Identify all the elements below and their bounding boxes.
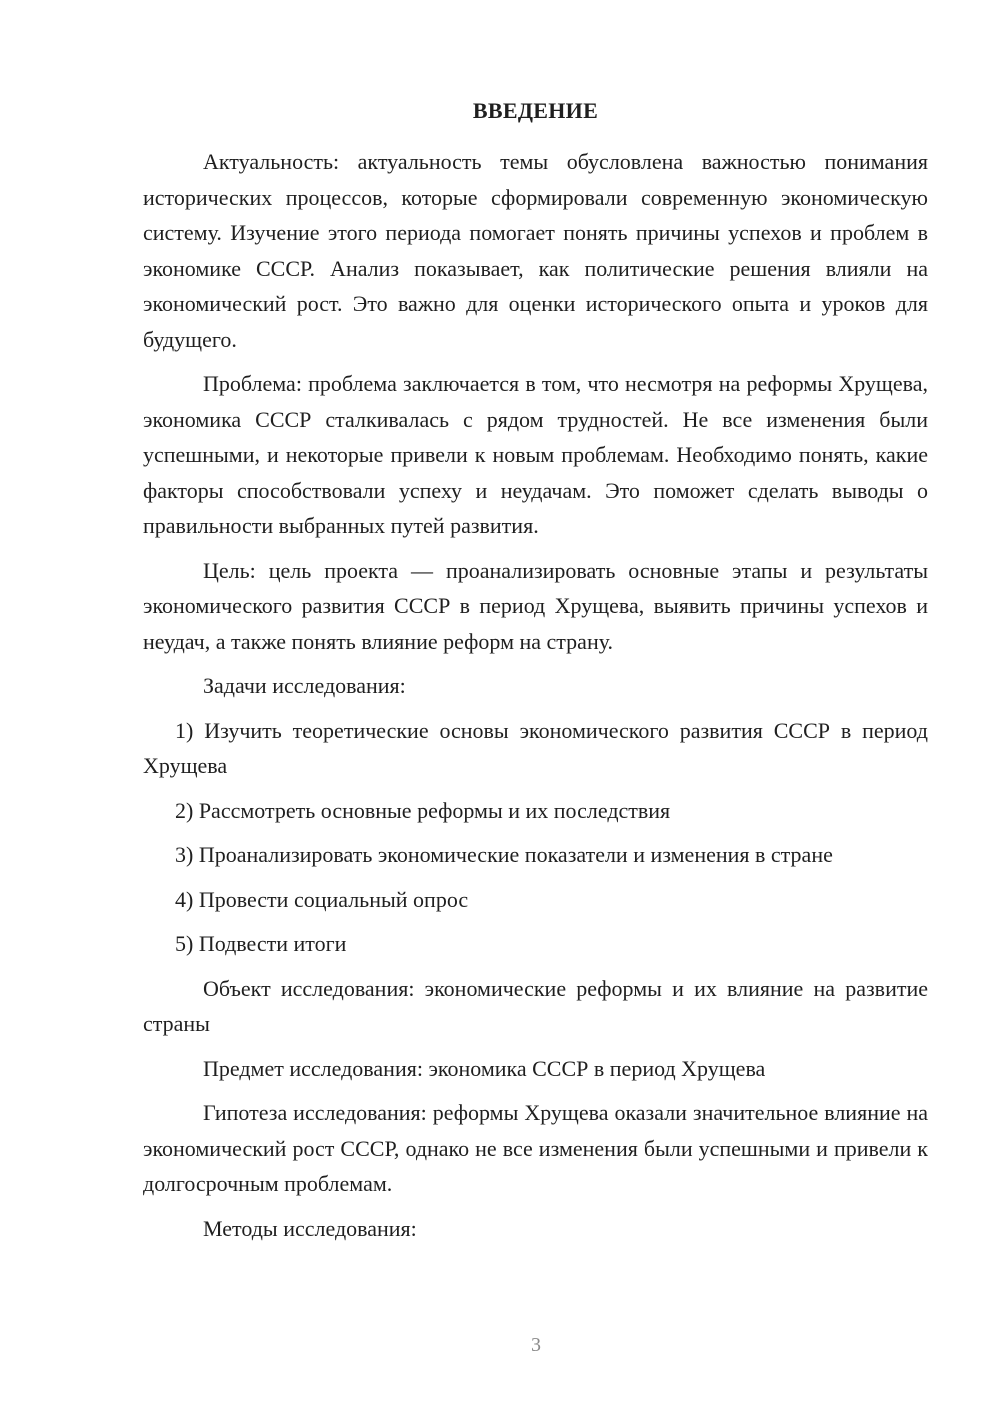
goal-paragraph: Цель: цель проекта — проанализировать основные этапы и результаты экономического развития СССР в период Хрущева, выявить причины успехов и неудач, а также понять влияние реформ на страну. [143,557,928,654]
task-item: 3) Проанализировать экономические показатели и изменения в стране [175,842,833,867]
task-item: 4) Провести социальный опрос [175,886,469,912]
page-number: 3 [531,1334,541,1356]
task-item: 5) Подвести итоги [175,931,347,956]
tasks-title: Задачи исследования: [203,673,406,698]
methods-title: Методы исследования: [203,1215,417,1241]
tasks-list [143,713,928,962]
section-heading: ВВЕДЕНИЕ [472,98,599,123]
task-item: 2) Рассмотреть основные реформы и их последствия [175,797,671,823]
subject-paragraph: Предмет исследования: экономика СССР в период Хрущева [203,1055,766,1081]
object-paragraph: Объект исследования: экономические реформы и их влияние на развитие страны [143,975,928,1036]
relevance-paragraph: Актуальность: актуальность темы обусловлена важностью понимания исторических процессов, которые сформировали современную экономическую систему. Изучение этого периода помогает понять причины успехов и проблем в экономике СССР. Анализ показывает, как политические решения влияли на экономический рост. Это важно для оценки исторического опыта и уроков для будущего. [143,149,928,352]
problem-paragraph: Проблема: проблема заключается в том, что несмотря на реформы Хрущева, экономика СССР сталкивалась с рядом трудностей. Не все изменения были успешными, и некоторые привели к новым проблемам. Необходимо понять, какие факторы способствовали успеху и неудачам. Это поможет сделать выводы о правильности выбранных путей развития. [143,371,928,538]
hypothesis-paragraph: Гипотеза исследования: реформы Хрущева оказали значительное влияние на экономический рост СССР, однако не все изменения были успешными и привели к долгосрочным проблемам. [143,1100,928,1196]
page-body [143,96,928,1255]
task-item: 1) Изучить теоретические основы экономического развития СССР в период Хрущева [143,717,928,778]
